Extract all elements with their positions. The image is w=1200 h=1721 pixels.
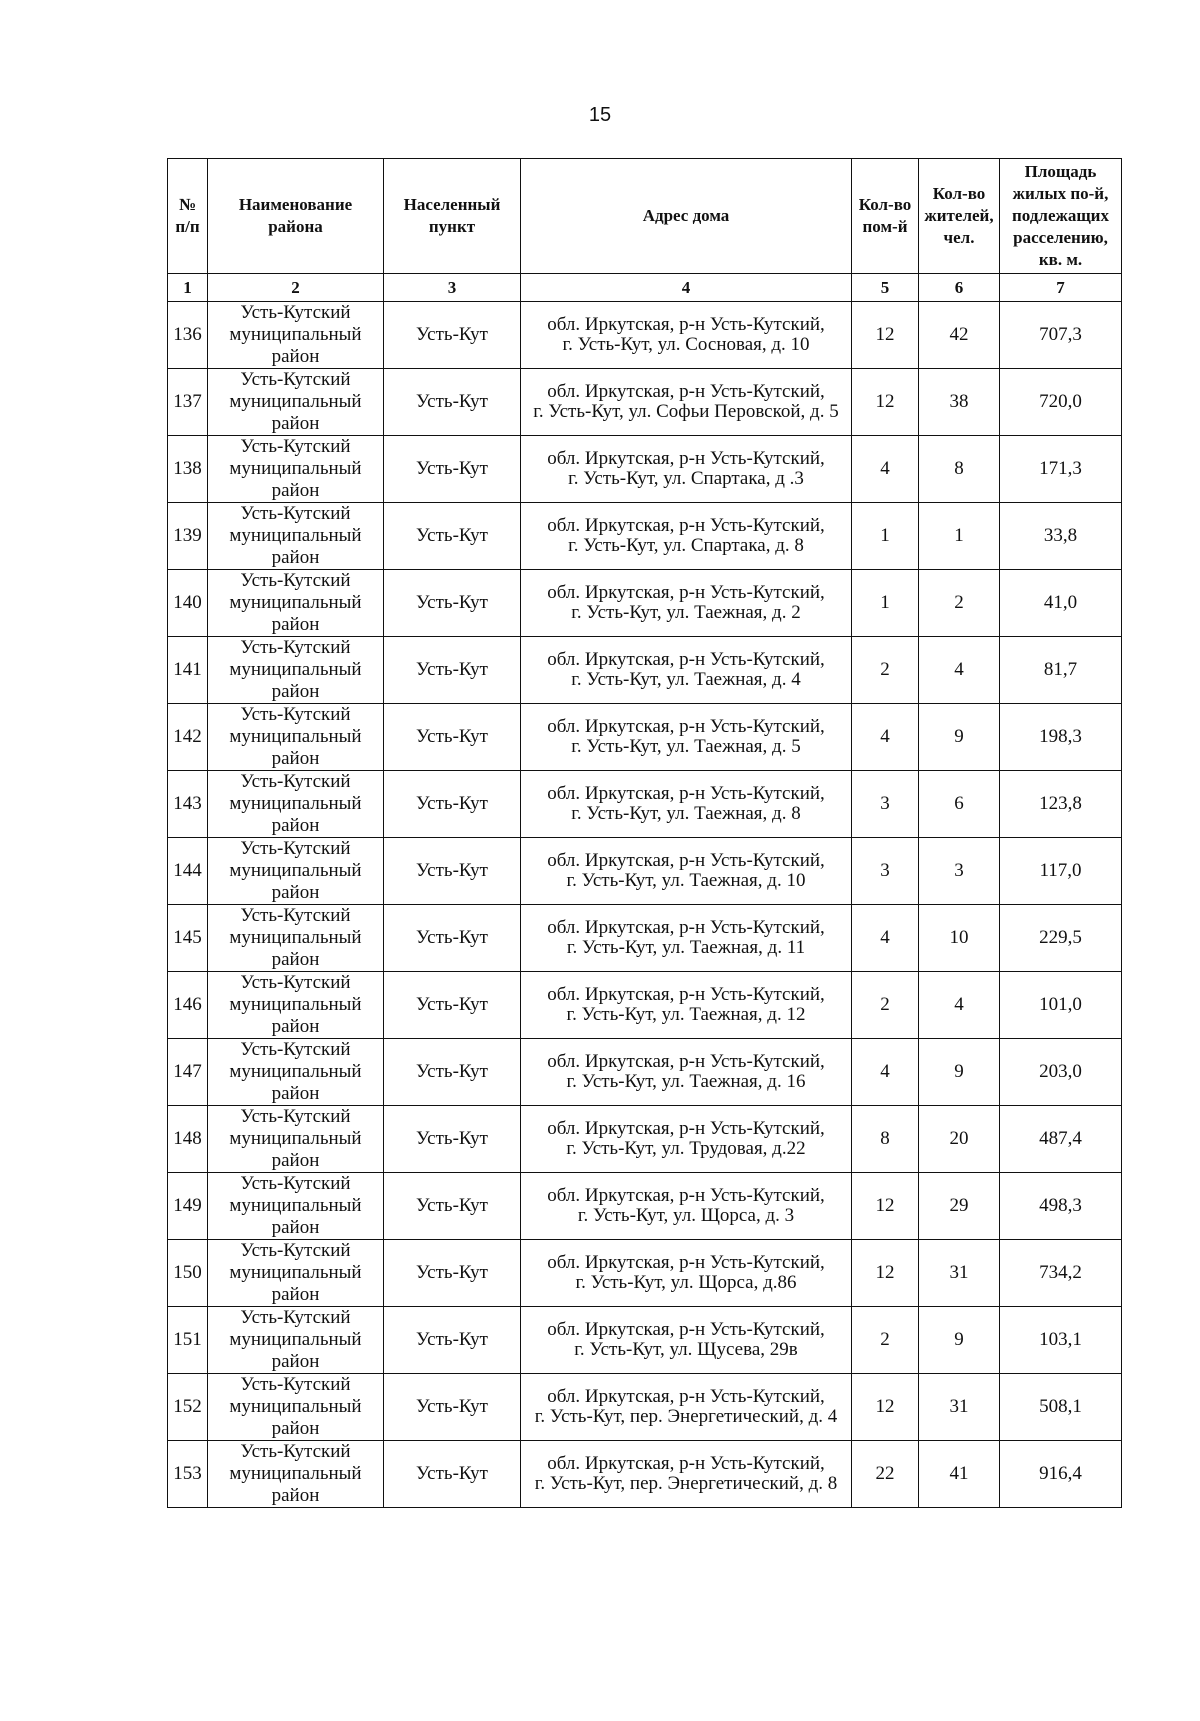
row-number-cell: 149: [168, 1173, 208, 1240]
area-cell: 123,8: [1000, 771, 1122, 838]
address-line-street: г. Усть-Кут, ул. Таежная, д. 8: [571, 803, 801, 824]
district-cell: Усть-Кутский муниципальный район: [208, 1374, 384, 1441]
residents-count-cell: 10: [919, 905, 1000, 972]
residents-count-cell: 29: [919, 1173, 1000, 1240]
address-line-region: обл. Иркутская, р-н Усть-Кутский,: [547, 716, 825, 737]
area-cell: 487,4: [1000, 1106, 1122, 1173]
district-cell: Усть-Кутский муниципальный район: [208, 972, 384, 1039]
district-cell: Усть-Кутский муниципальный район: [208, 369, 384, 436]
address-line-street: г. Усть-Кут, ул. Софьи Перовской, д. 5: [533, 401, 839, 422]
table-row: [168, 570, 1122, 637]
address-line-region: обл. Иркутская, р-н Усть-Кутский,: [547, 649, 825, 670]
row-number-cell: 153: [168, 1441, 208, 1508]
address-line-region: обл. Иркутская, р-н Усть-Кутский,: [547, 1319, 825, 1340]
table-row: [168, 771, 1122, 838]
rooms-count-cell: 12: [852, 1173, 919, 1240]
residents-count-cell: 6: [919, 771, 1000, 838]
settlement-cell: Усть-Кут: [384, 905, 521, 972]
district-cell: Усть-Кутский муниципальный район: [208, 771, 384, 838]
residents-count-cell: 20: [919, 1106, 1000, 1173]
table-row: [168, 838, 1122, 905]
settlement-cell: Усть-Кут: [384, 771, 521, 838]
address-cell: [521, 1240, 852, 1307]
column-number: 5: [852, 274, 919, 302]
address-line-region: обл. Иркутская, р-н Усть-Кутский,: [547, 1051, 825, 1072]
column-number: 2: [208, 274, 384, 302]
address-cell: [521, 369, 852, 436]
district-cell: Усть-Кутский муниципальный район: [208, 1039, 384, 1106]
page-number: 15: [588, 104, 612, 126]
settlement-cell: Усть-Кут: [384, 838, 521, 905]
address-cell: [521, 1106, 852, 1173]
settlement-cell: Усть-Кут: [384, 503, 521, 570]
table-row: [168, 704, 1122, 771]
row-number-cell: 147: [168, 1039, 208, 1106]
area-cell: 498,3: [1000, 1173, 1122, 1240]
area-cell: 171,3: [1000, 436, 1122, 503]
rooms-count-cell: 1: [852, 503, 919, 570]
rooms-count-cell: 12: [852, 1240, 919, 1307]
address-line-street: г. Усть-Кут, ул. Щорса, д. 3: [577, 1205, 795, 1226]
row-number-cell: 152: [168, 1374, 208, 1441]
address-line-region: обл. Иркутская, р-н Усть-Кутский,: [547, 1386, 825, 1407]
header-rooms-count: Кол-во пом-й: [852, 159, 919, 274]
table-row: [168, 905, 1122, 972]
header-area: Площадь жилых по-й, подлежащих расселению, кв. м.: [1000, 159, 1122, 274]
row-number-cell: 142: [168, 704, 208, 771]
area-cell: 33,8: [1000, 503, 1122, 570]
district-cell: Усть-Кутский муниципальный район: [208, 838, 384, 905]
residents-count-cell: 9: [919, 704, 1000, 771]
district-cell: Усть-Кутский муниципальный район: [208, 1307, 384, 1374]
address-cell: [521, 972, 852, 1039]
district-cell: Усть-Кутский муниципальный район: [208, 905, 384, 972]
rooms-count-cell: 2: [852, 972, 919, 1039]
header-district: Наименование района: [208, 159, 384, 274]
table-row: [168, 302, 1122, 369]
district-cell: Усть-Кутский муниципальный район: [208, 1441, 384, 1508]
area-cell: 203,0: [1000, 1039, 1122, 1106]
address-cell: [521, 1441, 852, 1508]
row-number-cell: 143: [168, 771, 208, 838]
address-cell: [521, 637, 852, 704]
address-cell: [521, 1039, 852, 1106]
settlement-cell: Усть-Кут: [384, 1173, 521, 1240]
address-cell: [521, 1307, 852, 1374]
table-row: [168, 1374, 1122, 1441]
residents-count-cell: 2: [919, 570, 1000, 637]
rooms-count-cell: 4: [852, 704, 919, 771]
address-line-region: обл. Иркутская, р-н Усть-Кутский,: [547, 917, 825, 938]
settlement-cell: Усть-Кут: [384, 570, 521, 637]
residents-count-cell: 9: [919, 1039, 1000, 1106]
address-line-street: г. Усть-Кут, ул. Таежная, д. 16: [566, 1071, 806, 1092]
address-line-street: г. Усть-Кут, ул. Таежная, д. 12: [566, 1004, 806, 1025]
address-cell: [521, 838, 852, 905]
address-line-region: обл. Иркутская, р-н Усть-Кутский,: [547, 314, 825, 335]
settlement-cell: Усть-Кут: [384, 1106, 521, 1173]
area-cell: 707,3: [1000, 302, 1122, 369]
address-cell: [521, 503, 852, 570]
settlement-cell: Усть-Кут: [384, 1441, 521, 1508]
district-cell: Усть-Кутский муниципальный район: [208, 704, 384, 771]
district-cell: Усть-Кутский муниципальный район: [208, 637, 384, 704]
address-line-street: г. Усть-Кут, ул. Таежная, д. 10: [566, 870, 806, 891]
settlement-cell: Усть-Кут: [384, 1039, 521, 1106]
area-cell: 117,0: [1000, 838, 1122, 905]
settlement-cell: Усть-Кут: [384, 1307, 521, 1374]
residents-count-cell: 38: [919, 369, 1000, 436]
row-number-cell: 148: [168, 1106, 208, 1173]
residents-count-cell: 9: [919, 1307, 1000, 1374]
table-row: [168, 1039, 1122, 1106]
address-line-region: обл. Иркутская, р-н Усть-Кутский,: [547, 1118, 825, 1139]
address-line-region: обл. Иркутская, р-н Усть-Кутский,: [547, 783, 825, 804]
address-line-street: г. Усть-Кут, пер. Энергетический, д. 8: [534, 1473, 838, 1494]
residents-count-cell: 8: [919, 436, 1000, 503]
header-address: Адрес дома: [521, 159, 852, 274]
header-settlement: Населенный пункт: [384, 159, 521, 274]
address-cell: [521, 436, 852, 503]
district-cell: Усть-Кутский муниципальный район: [208, 1106, 384, 1173]
table-row: [168, 1173, 1122, 1240]
rooms-count-cell: 22: [852, 1441, 919, 1508]
row-number-cell: 139: [168, 503, 208, 570]
settlement-cell: Усть-Кут: [384, 1374, 521, 1441]
row-number-cell: 136: [168, 302, 208, 369]
rooms-count-cell: 12: [852, 369, 919, 436]
settlement-cell: Усть-Кут: [384, 302, 521, 369]
address-line-region: обл. Иркутская, р-н Усть-Кутский,: [547, 448, 825, 469]
rooms-count-cell: 2: [852, 1307, 919, 1374]
area-cell: 508,1: [1000, 1374, 1122, 1441]
column-number: 4: [521, 274, 852, 302]
rooms-count-cell: 1: [852, 570, 919, 637]
address-line-region: обл. Иркутская, р-н Усть-Кутский,: [547, 582, 825, 603]
residents-count-cell: 31: [919, 1374, 1000, 1441]
residents-count-cell: 4: [919, 972, 1000, 1039]
address-cell: [521, 302, 852, 369]
address-line-street: г. Усть-Кут, ул. Трудовая, д.22: [566, 1138, 806, 1159]
rooms-count-cell: 12: [852, 302, 919, 369]
row-number-cell: 146: [168, 972, 208, 1039]
area-cell: 720,0: [1000, 369, 1122, 436]
address-line-region: обл. Иркутская, р-н Усть-Кутский,: [547, 1453, 825, 1474]
residents-count-cell: 31: [919, 1240, 1000, 1307]
address-line-region: обл. Иркутская, р-н Усть-Кутский,: [547, 515, 825, 536]
area-cell: 229,5: [1000, 905, 1122, 972]
residents-count-cell: 41: [919, 1441, 1000, 1508]
residents-count-cell: 3: [919, 838, 1000, 905]
row-number-cell: 140: [168, 570, 208, 637]
row-number-cell: 144: [168, 838, 208, 905]
address-cell: [521, 570, 852, 637]
housing-registry-table: [167, 158, 1122, 1508]
area-cell: 41,0: [1000, 570, 1122, 637]
area-cell: 101,0: [1000, 972, 1122, 1039]
row-number-cell: 145: [168, 905, 208, 972]
settlement-cell: Усть-Кут: [384, 972, 521, 1039]
column-number: 1: [168, 274, 208, 302]
address-line-street: г. Усть-Кут, ул. Щусева, 29в: [574, 1339, 798, 1360]
address-line-region: обл. Иркутская, р-н Усть-Кутский,: [547, 850, 825, 871]
row-number-cell: 137: [168, 369, 208, 436]
address-line-street: г. Усть-Кут, пер. Энергетический, д. 4: [534, 1406, 838, 1427]
header-row-number: № п/п: [168, 159, 208, 274]
address-line-street: г. Усть-Кут, ул. Щорса, д.86: [575, 1272, 797, 1293]
row-number-cell: 141: [168, 637, 208, 704]
address-line-region: обл. Иркутская, р-н Усть-Кутский,: [547, 984, 825, 1005]
column-number: 6: [919, 274, 1000, 302]
header-residents-count: Кол-во жителей, чел.: [919, 159, 1000, 274]
row-number-cell: 150: [168, 1240, 208, 1307]
rooms-count-cell: 4: [852, 436, 919, 503]
column-number: 7: [1000, 274, 1122, 302]
column-number: 3: [384, 274, 521, 302]
residents-count-cell: 1: [919, 503, 1000, 570]
area-cell: 198,3: [1000, 704, 1122, 771]
residents-count-cell: 4: [919, 637, 1000, 704]
table-body: [168, 274, 1122, 1508]
district-cell: Усть-Кутский муниципальный район: [208, 570, 384, 637]
address-line-street: г. Усть-Кут, ул. Сосновая, д. 10: [562, 334, 810, 355]
address-cell: [521, 771, 852, 838]
address-line-street: г. Усть-Кут, ул. Таежная, д. 2: [571, 602, 801, 623]
address-cell: [521, 704, 852, 771]
table-header-row: [168, 159, 1122, 274]
row-number-cell: 151: [168, 1307, 208, 1374]
address-cell: [521, 905, 852, 972]
rooms-count-cell: 12: [852, 1374, 919, 1441]
residents-count-cell: 42: [919, 302, 1000, 369]
rooms-count-cell: 3: [852, 771, 919, 838]
table-row: [168, 1441, 1122, 1508]
district-cell: Усть-Кутский муниципальный район: [208, 1173, 384, 1240]
settlement-cell: Усть-Кут: [384, 704, 521, 771]
address-line-street: г. Усть-Кут, ул. Спартака, д. 8: [568, 535, 804, 556]
address-line-street: г. Усть-Кут, ул. Спартака, д .3: [568, 468, 804, 489]
address-line-region: обл. Иркутская, р-н Усть-Кутский,: [547, 381, 825, 402]
rooms-count-cell: 4: [852, 1039, 919, 1106]
rooms-count-cell: 8: [852, 1106, 919, 1173]
district-cell: Усть-Кутский муниципальный район: [208, 1240, 384, 1307]
district-cell: Усть-Кутский муниципальный район: [208, 436, 384, 503]
address-cell: [521, 1173, 852, 1240]
settlement-cell: Усть-Кут: [384, 436, 521, 503]
district-cell: Усть-Кутский муниципальный район: [208, 302, 384, 369]
table-row: [168, 1240, 1122, 1307]
rooms-count-cell: 2: [852, 637, 919, 704]
table-row: [168, 503, 1122, 570]
address-cell: [521, 1374, 852, 1441]
settlement-cell: Усть-Кут: [384, 637, 521, 704]
row-number-cell: 138: [168, 436, 208, 503]
rooms-count-cell: 3: [852, 838, 919, 905]
table-row: [168, 436, 1122, 503]
rooms-count-cell: 4: [852, 905, 919, 972]
table-row: [168, 637, 1122, 704]
settlement-cell: Усть-Кут: [384, 1240, 521, 1307]
area-cell: 81,7: [1000, 637, 1122, 704]
area-cell: 103,1: [1000, 1307, 1122, 1374]
column-numbers-row: [168, 274, 1122, 302]
table-row: [168, 972, 1122, 1039]
area-cell: 916,4: [1000, 1441, 1122, 1508]
address-line-street: г. Усть-Кут, ул. Таежная, д. 5: [571, 736, 801, 757]
address-line-region: обл. Иркутская, р-н Усть-Кутский,: [547, 1185, 825, 1206]
address-line-region: обл. Иркутская, р-н Усть-Кутский,: [547, 1252, 825, 1273]
table-row: [168, 369, 1122, 436]
address-line-street: г. Усть-Кут, ул. Таежная, д. 4: [571, 669, 801, 690]
table-row: [168, 1307, 1122, 1374]
address-line-street: г. Усть-Кут, ул. Таежная, д. 11: [566, 937, 806, 958]
area-cell: 734,2: [1000, 1240, 1122, 1307]
table-row: [168, 1106, 1122, 1173]
settlement-cell: Усть-Кут: [384, 369, 521, 436]
district-cell: Усть-Кутский муниципальный район: [208, 503, 384, 570]
